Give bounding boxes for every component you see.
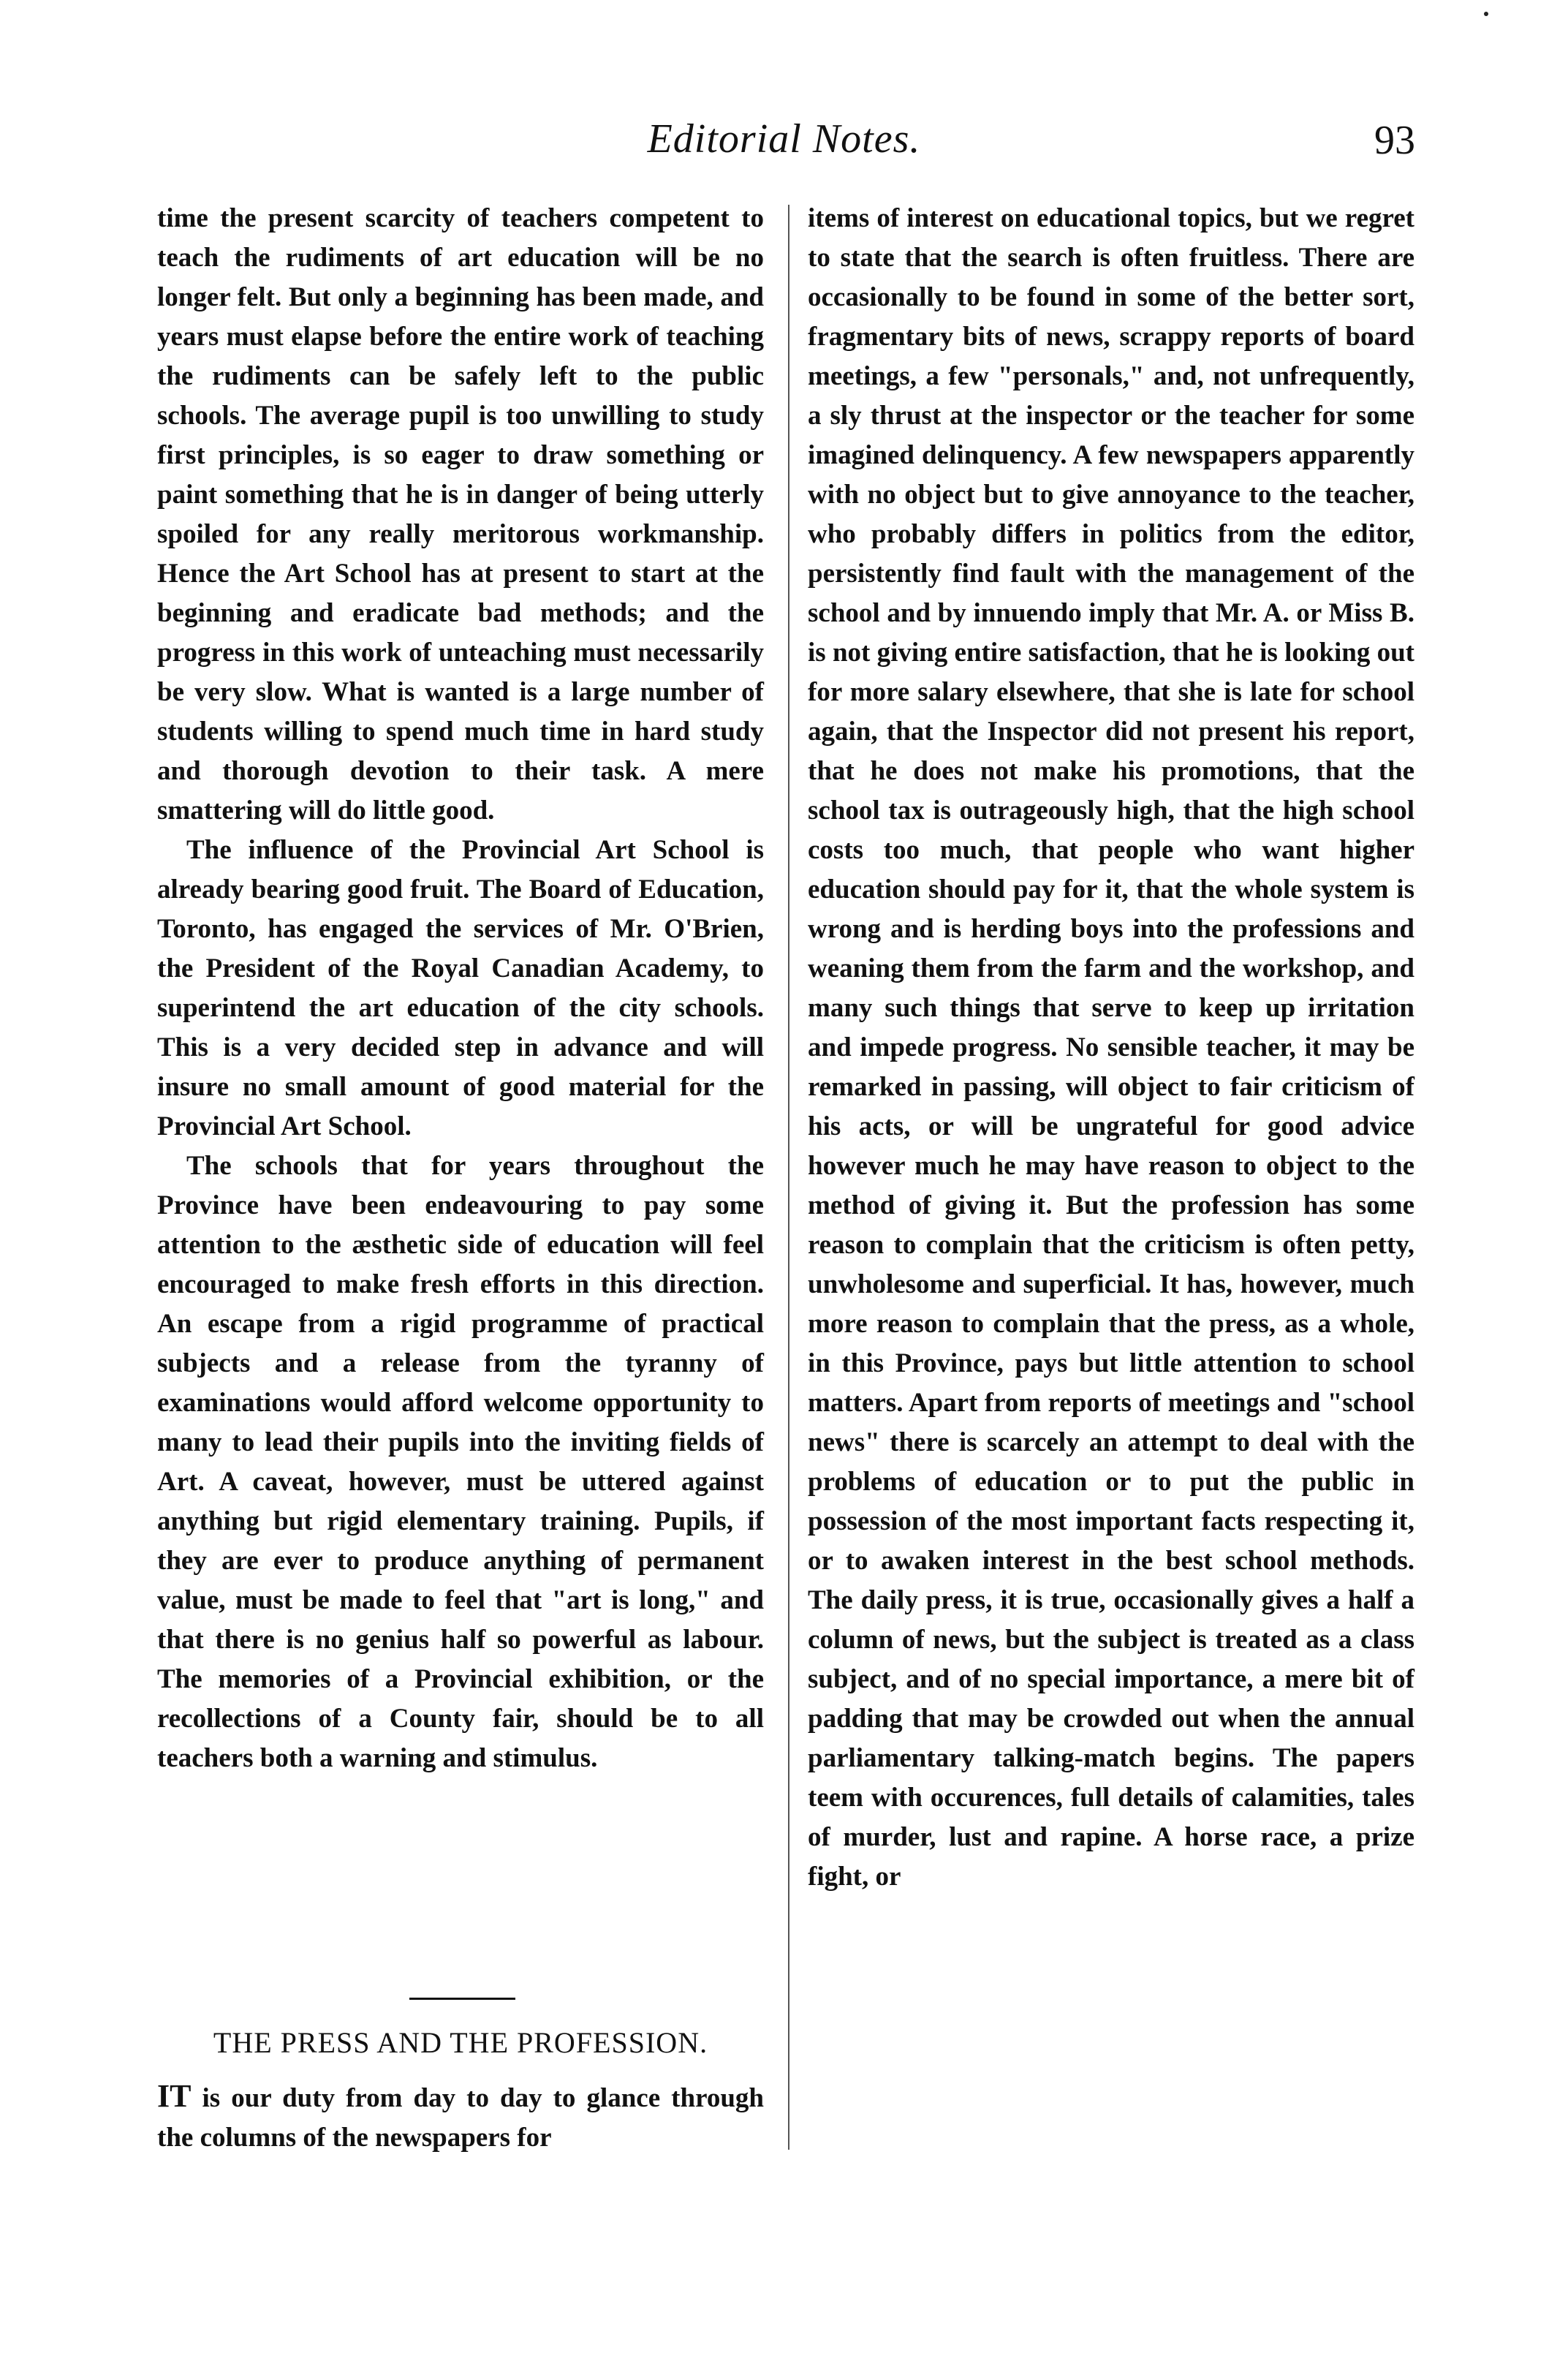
- page-number: 93: [1374, 118, 1415, 163]
- column-divider: [788, 205, 789, 2150]
- section-divider: [409, 1998, 515, 2000]
- right-column: [808, 199, 1414, 1897]
- section-opening-text: is our duty from day to day to glance through the columns of the newspapers for: [157, 2083, 764, 2153]
- right-paragraph-1: items of interest on educational topics, but we regret to state that the search is often fruitless. There are occasionally to be found in some of the better sort, fragmentary bits of news, scrappy reports of board meetings, a few "personals," and, not unfrequently, a sly thrust at the inspector or the teacher for some imagined delinquency. A few newspapers apparently with no object but to give annoyance to the teacher, who probably differs in politics from the editor, persistently find fault with the management of the school and by innuendo imply that Mr. A. or Miss B. is not giving entire satisfaction, that he is looking out for more salary elsewhere, that she is late for school again, that the Inspector did not present his report, that he does not make his promotions, that the school tax is outrageously high, that the high school costs too much, that people who want higher education should pay for it, that the whole system is wrong and is herding boys into the professions and weaning them from the farm and the workshop, and many such things that serve to keep up irritation and impede progress. No sensible teacher, it may be remarked in passing, will object to fair criticism of his acts, or will be ungrateful for good advice however much he may have reason to object to the method of giving it. But the profession has some reason to complain that the criticism is often petty, unwholesome and superficial. It has, however, much more reason to complain that the press, as a whole, in this Province, pays but little attention to school matters. Apart from reports of meetings and "school news" there is scarcely an attempt to deal with the problems of education or to put the public in possession of the most important facts respecting it, or to awaken interest in the best school methods. The daily press, it is true, occasionally gives a half a column of news, but the subject is treated as a class subject, and of no special importance, a mere bit of padding that may be crowded out when the annual parliamentary talking-match begins. The papers teem with occurences, full details of calamities, tales of murder, lust and rapine. A horse race, a prize fight, or: [808, 203, 1414, 1892]
- page-title: Editorial Notes.: [647, 116, 921, 162]
- left-column: [157, 199, 764, 1778]
- print-speck: [1484, 12, 1488, 16]
- section-heading: THE PRESS AND THE PROFESSION.: [213, 2026, 708, 2059]
- left-paragraph-2: The influence of the Provincial Art School is already bearing good fruit. The Board of Education, Toronto, has engaged the services of Mr. O'Brien, the President of the Royal Canadian Academy, to superintend the art education of the city schools. This is a very decided step in advance and will insure no small amount of good material for the Provincial Art School.: [157, 835, 764, 1141]
- section-opening-paragraph: [157, 2077, 764, 2158]
- section-dropcap: IT: [157, 2078, 192, 2114]
- left-paragraph-3: The schools that for years throughout the Province have been endeavouring to pay some attention to the æsthetic side of education will feel encouraged to make fresh efforts in this direction. An escape from a rigid programme of practical subjects and a release from the tyranny of examinations would afford welcome opportunity to many to lead their pupils into the inviting fields of Art. A caveat, however, must be uttered against anything but rigid elementary training. Pupils, if they are ever to produce anything of permanent value, must be made to feel that "art is long," and that there is no genius half so powerful as labour. The memories of a Provincial exhibition, or the recollections of a County fair, should be to all teachers both a warning and stimulus.: [157, 1151, 764, 1773]
- left-paragraph-1: time the present scarcity of teachers competent to teach the rudiments of art education will be no longer felt. But only a beginning has been made, and years must elapse before the entire work of teaching the rudiments can be safely left to the public schools. The average pupil is too unwilling to study first principles, is so eager to draw something or paint something that he is in danger of being utterly spoiled for any really meritorous workmanship. Hence the Art School has at present to start at the beginning and eradicate bad methods; and the progress in this work of unteaching must necessarily be very slow. What is wanted is a large number of students willing to spend much time in hard study and thorough devotion to their task. A mere smattering will do little good.: [157, 203, 764, 826]
